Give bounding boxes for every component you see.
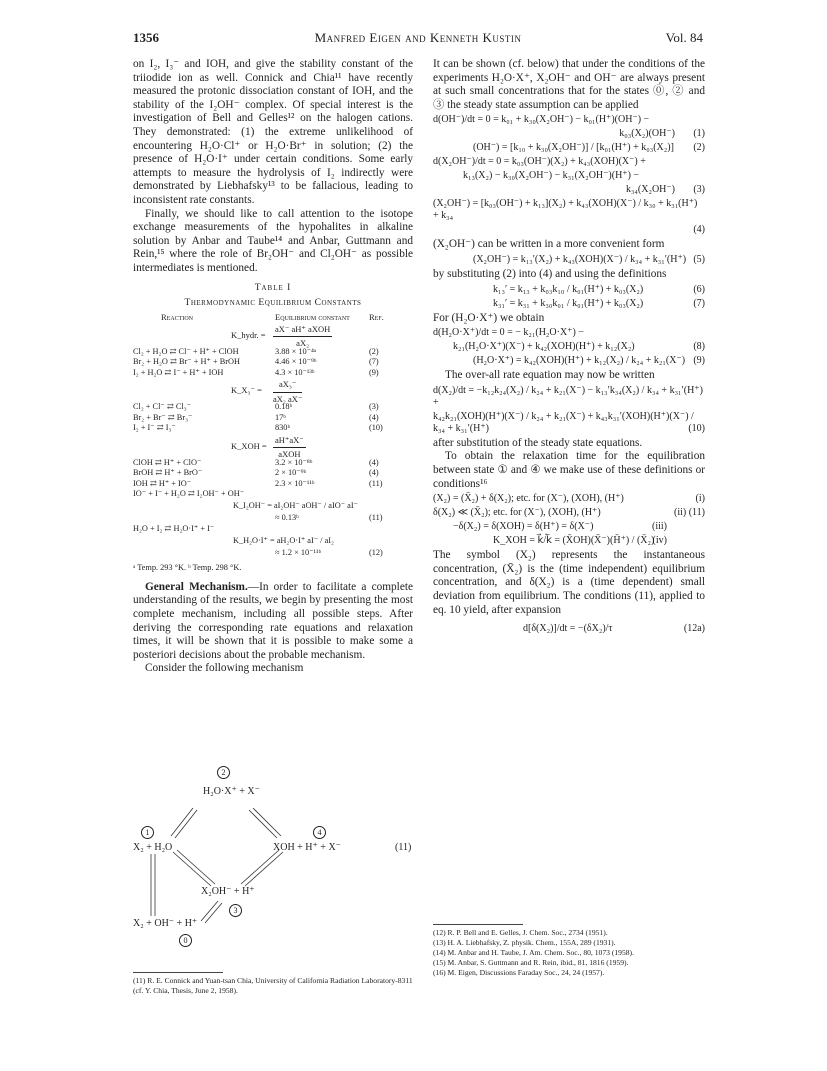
col-header-ref: Ref. (369, 311, 384, 322)
state-3-marker: 3 (229, 904, 242, 917)
equation-10-cont: k₄₂k₂₁(XOH)(H⁺)(X⁻) / k₂₄ + k₂₁(X⁻) + k₄₃k₃₁′(XOH)(H⁺)(X⁻) / k₃₄ + k₃₁′(H⁺) (10) (433, 410, 705, 434)
table-cell-reaction: I₂ + H₂O ⇄ I⁻ + H⁺ + IOH (133, 367, 224, 377)
table-cell-ref: (10) (369, 423, 383, 433)
paragraph: on I₂, I₃⁻ and IOH, and give the stability constant of the triiodide ion as well. Connick and Chia¹¹ have recently measured the protonic dissociation constant of IOH, and the stability of the I₂OH⁻ complex. Of special interest is the investigation of Bell and Gelles¹² on the halogen cations. They demonstrated: (1) the extreme unlikelihood of encountering H₂O·Cl⁺ or H₂O·Br⁺ in solution; (2) the presence of H₂O·I⁺ under certain conditions. Some early attempts to measure the hydrolysis of I₂ indirectly were demonstrated by Liebhafsky¹³ to be fallacious, leading to inconsistent rate constants. (133, 58, 413, 206)
state-4: XOH + H⁺ + X⁻ (273, 842, 341, 853)
equation-3-end: k₃₄(X₂OH⁻) (3) (625, 184, 705, 196)
k-xoh-definition: K_XOH = aH⁺aX⁻ aXOH (231, 434, 304, 460)
table-row (133, 357, 413, 368)
paragraph: To obtain the relaxation time for the equilibration between state ① and ④ we make use of these definitions or conditions¹⁶ (433, 450, 705, 490)
table-cell-constant: 17ᵇ (275, 412, 286, 422)
condition-iii: −δ(X₂) = δ(XOH) = δ(H⁺) = δ(X⁻) (iii) (453, 521, 667, 533)
running-title: Manfred Eigen and Kenneth Kustin (314, 30, 522, 45)
table-cell-constant: 0.18ᵇ (275, 402, 293, 412)
table-cell-reaction: Cl₂ + Cl⁻ ⇄ Cl₃⁻ (133, 402, 191, 412)
table-cell-reaction: I₂ + I⁻ ⇄ I₃⁻ (133, 423, 176, 433)
table-cell-constant: 4.3 × 10⁻¹³ᵇ (275, 367, 315, 377)
footnote-12: (12) R. P. Bell and E. Gelles, J. Chem. Soc., 2734 (1951). (433, 928, 608, 937)
right-column (433, 58, 705, 637)
equation-6: k₁₃′ = k₁₃ + k₀₃k₁₀ / k₀₁(H⁺) + k₀₃(X₂) (6) (493, 283, 705, 295)
table-row: H₂O + I₂ ⇄ H₂O·I⁺ + I⁻ (133, 523, 215, 533)
equation-7: k₃₁′ = k₃₁ + k₃₀k₀₁ / k₀₁(H⁺) + k₀₃(X₂) (7) (493, 297, 705, 309)
table-row: ≈ 1.2 × 10⁻¹¹ᵇ (12) (275, 547, 383, 557)
footnote-14: (14) M. Anbar and H. Taube, J. Am. Chem. Soc., 80, 1073 (1958). (433, 948, 634, 957)
table-row (133, 402, 413, 413)
paragraph: after substitution of the steady state equations. (433, 436, 643, 449)
table-cell-reaction: Br₂ + Br⁻ ⇄ Br₃⁻ (133, 412, 193, 422)
equation-number: (11) (395, 842, 412, 853)
table-group-trihalide (133, 402, 413, 434)
condition-i: (X₂) = (X̄₂) + δ(X₂); etc. for (X⁻), (XOH), (H⁺) (i) (433, 493, 705, 505)
table-cell-ref: (4) (369, 468, 379, 478)
condition-ii: δ(X₂) ≪ (X̄₂); etc. for (X⁻), (XOH), (H⁺) (ii) (11) (433, 507, 705, 519)
table-cell-constant: 2 × 10⁻⁹ᵇ (275, 468, 307, 478)
state-4-marker: 4 (313, 826, 326, 839)
table-cell-constant: 3.2 × 10⁻⁸ᵇ (275, 457, 313, 467)
table-row: IO⁻ + I⁻ + H₂O ⇄ I₂OH⁻ + OH⁻ (133, 489, 245, 499)
table-subtitle: Thermodynamic Equilibrium Constants (184, 298, 362, 309)
table-row (133, 479, 413, 490)
state-1-marker: 1 (141, 826, 154, 839)
state-0: X₂ + OH⁻ + H⁺ (133, 918, 198, 929)
table-cell-reaction: Cl₂ + H₂O ⇄ Cl⁻ + H⁺ + ClOH (133, 346, 239, 356)
page-header (133, 30, 703, 48)
state-2-marker: 2 (217, 766, 230, 779)
paragraph: For (H₂O·X⁺) we obtain (433, 311, 545, 324)
section-heading: General Mechanism. (145, 580, 248, 593)
table-cell-constant: 3.88 × 10⁻⁴ᵃ (275, 346, 317, 356)
equation-5: (X₂OH⁻) = k₁₃′(X₂) + k₄₃(XOH)(X⁻) / k₃₄ + k₃₁′(H⁺) (5) (473, 253, 705, 265)
paragraph: (X₂OH⁻) can be written in a more convenient form (433, 238, 665, 251)
table-cell-constant: 830ᵇ (275, 423, 291, 433)
footnote-16: (16) M. Eigen, Discussions Faraday Soc., 24, 24 (1957). (433, 968, 605, 977)
mechanism-diagram (133, 766, 413, 956)
paragraph: General Mechanism.—In order to facilitate a complete understanding of the results, we begin by presenting the most complete mechanism, including all possible steps. After deriving the corresponding rate equations and relaxation times, it will be shown that it is possible to make some a posteriori decisions about the probable mechanism. (133, 580, 413, 661)
k-hydr-definition: K_hydr. = aX⁻ aH⁺ aXOH aX₂ (231, 323, 331, 349)
col-header-constant: Equilibrium constant (275, 311, 350, 322)
table-row: K_H₂O·I⁺ = aH₂O·I⁺ aI⁻ / aI₂ (233, 535, 334, 545)
table-row (133, 458, 413, 469)
table-row: ≈ 0.13ᵇ (11) (275, 513, 383, 523)
table-cell-ref: (7) (369, 357, 379, 367)
footnote-13: (13) H. A. Liebhafsky, Z. physik. Chem., 155A, 289 (1931). (433, 938, 616, 947)
col-header-reaction: Reaction (161, 311, 193, 322)
table-row (133, 468, 413, 479)
table-cell-reaction: IOH ⇄ H⁺ + IO⁻ (133, 478, 192, 488)
paragraph: Finally, we should like to call attention to the isotope exchange measurements of the hypohalites in alkaline solution by Anbar and Taube¹⁴ and Anbar, Guttmann and Rein,¹⁵ where the role of Br₂OH⁻ and Cl₂OH⁻ as possible intermediates is mentioned. (133, 207, 413, 274)
volume-label: Vol. 84 (665, 30, 703, 45)
table-title: Table I (254, 282, 292, 293)
table-cell-reaction: ClOH ⇄ H⁺ + ClO⁻ (133, 457, 202, 467)
state-3: X₂OH⁻ + H⁺ (201, 886, 255, 897)
paragraph: The symbol (X₂) represents the instantaneous concentration, (X̄₂) is the (time independent) equilibrium concentration, and δ(X₂) is a (time dependent) small deviation from equilibrium. The conditions (11), applied to eq. 10 yield, after expansion (433, 549, 705, 616)
equation-10: d(X₂)/dt = −k₁₂k₂₄(X₂) / k₂₄ + k₂₁(X⁻) − k₁₃′k₃₄(X₂) / k₃₄ + k₃₁′(H⁺) + (433, 384, 703, 408)
equation-1: d(OH⁻)/dt = 0 = k₀₁ + k₃₀(X₂OH⁻) − k₀₁(H⁺)(OH⁻) − (433, 114, 650, 126)
table-cell-ref: (9) (369, 367, 379, 377)
footnote-15: (15) M. Anbar, S. Guttmann and R. Rein, ibid., 81, 1816 (1959). (433, 958, 629, 967)
table-cell-ref: (11) (369, 478, 383, 488)
equation-1-cont: k₀₃(X₂)(OH⁻) (1) (619, 128, 705, 140)
equation-4-number: (4) (693, 224, 705, 236)
page-number: 1356 (133, 30, 159, 45)
table-row: K_I₂OH⁻ = aI₂OH⁻ aOH⁻ / aIO⁻ aI⁻ (233, 501, 358, 511)
footnotes-right (433, 924, 705, 978)
table-row (133, 423, 413, 434)
table-cell-ref: (2) (369, 346, 379, 356)
table-group-dissociation (133, 458, 413, 490)
table-cell-reaction: Br₂ + H₂O ⇄ Br⁻ + H⁺ + BrOH (133, 357, 240, 367)
table-header (133, 311, 413, 323)
footnote-11: (11) R. E. Connick and Yuan-tsan Chia, University of California Radiation Laboratory-8311 (cf. Y. Chia, Thesis, June 2, 1958). (133, 972, 413, 996)
table-footnote: ᵃ Temp. 293 °K. ᵇ Temp. 298 °K. (133, 563, 242, 573)
equation-12a: d[δ(X₂)]/dt = −(δX₂)/τ (12a) (523, 623, 705, 635)
state-1: X₂ + H₂O (133, 842, 173, 853)
equation-3: d(X₂OH⁻)/dt = 0 = k₀₃(OH⁻)(X₂) + k₄₃(XOH)(X⁻) + (433, 156, 646, 168)
table-cell-ref: (4) (369, 412, 379, 422)
left-column (133, 58, 413, 676)
table-row (133, 368, 413, 379)
paragraph: The over-all rate equation may now be written (445, 369, 655, 382)
paragraph: It can be shown (cf. below) that under the conditions of the experiments H₂O·X⁺, X₂OH⁻ and OH⁻ are always present at such small concentrations that for the states ⓪, ② and ③ the steady state assumption can be applied (433, 58, 705, 111)
table-cell-constant: 4.46 × 10⁻⁹ᵇ (275, 357, 317, 367)
state-0-marker: 0 (179, 934, 192, 947)
equation-4: (X₂OH⁻) = [k₀₃(OH⁻) + k₁₃](X₂) + k₄₃(XOH)(X⁻) / k₃₀ + k₃₁(H⁺) + k₃₄ (433, 198, 698, 222)
table-cell-ref: (3) (369, 402, 379, 412)
table-cell-ref: (4) (369, 457, 379, 467)
table-row (133, 413, 413, 424)
table-group-hydrolysis (133, 347, 413, 379)
state-2: H₂O·X⁺ + X⁻ (203, 786, 260, 797)
condition-iv: K_XOH = k⃗/k⃖ = (X̄OH)(X̄⁻)(H̄⁺) / (X̄₂) (iv) (493, 535, 667, 547)
k-x3-definition: K_X₃⁻ = $\frac{\text{aX₃⁻}}{\text{aX₂ aX⁻}}$ (231, 379, 303, 404)
equation-8: d(H₂O·X⁺)/dt = 0 = − k₂₁(H₂O·X⁺) − (433, 327, 584, 339)
paragraph: by substituting (2) into (4) and using the definitions (433, 267, 667, 280)
equation-2: (OH⁻) = [k₁₀ + k₃₀(X₂OH⁻)] / [k₀₁(H⁺) + k₀₃(X₂)] (2) (473, 142, 705, 154)
table-cell-reaction: BrOH ⇄ H⁺ + BrO⁻ (133, 468, 203, 478)
paragraph: Consider the following mechanism (145, 662, 304, 675)
table-cell-constant: 2.3 × 10⁻¹¹ᵇ (275, 478, 315, 488)
equation-3-cont: k₁₃(X₂) − k₃₀(X₂OH⁻) − k₃₁(X₂OH⁻)(H⁺) − (463, 170, 640, 182)
table-row (133, 347, 413, 358)
equation-8-cont: k₂₁(H₂O·X⁺)(X⁻) + k₄₂(XOH)(H⁺) + k₁₂(X₂) (8) (453, 341, 705, 353)
equation-9: (H₂O·X⁺) = k₄₂(XOH)(H⁺) + k₁₂(X₂) / k₂₄ + k₂₁(X⁻) (9) (473, 355, 705, 367)
